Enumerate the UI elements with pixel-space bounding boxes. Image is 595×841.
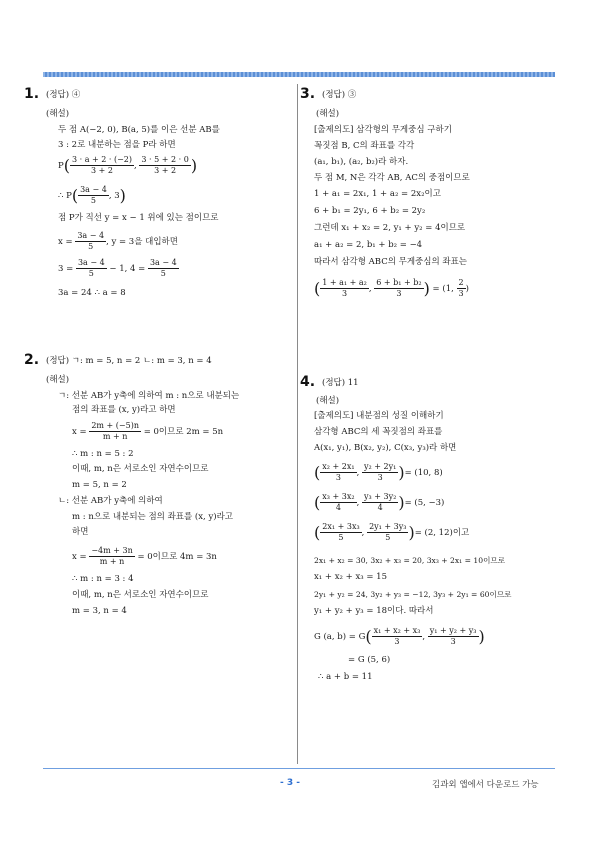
fraction: $\frac{\text{x₃ + 3x₂}}{4}$: [322, 492, 355, 512]
top-color-bar: [43, 72, 555, 77]
answer-label: (정답) ㄱ: m = 5, n = 2 ㄴ: m = 3, n = 4: [46, 356, 212, 366]
text-line: (a₁, b₁), (a₂, b₂)라 하자.: [314, 157, 409, 167]
text-line: 6 + b₁ = 2y₁, 6 + b₂ = 2y₂: [314, 206, 426, 216]
fraction: $\frac{-4m + 3n}{m + n}$: [91, 546, 133, 566]
text-line: 두 점 M, N은 각각 AB, AC의 중점이므로: [314, 173, 470, 183]
text-line: 1 + a₁ = 2x₁, 1 + a₂ = 2x₂이고: [314, 189, 441, 199]
text-line: 삼각형 ABC의 세 꼭짓점의 좌표를: [314, 427, 443, 437]
fraction: $\frac{3 \cdot a + 2 \cdot (-2)}{3 + 2}$: [71, 155, 133, 175]
math-line: x = $\frac{3a - 4}{5}$ , y = 3을 대입하면: [58, 231, 178, 251]
bottom-rule: [43, 768, 555, 769]
text-line: m = 3, n = 4: [72, 606, 127, 616]
fraction: $\frac{3a - 4}{5}$: [77, 258, 105, 278]
text-line: 2x₁ + x₂ = 30, 3x₂ + x₃ = 20, 3x₃ + 2x₁ = 10이므로: [314, 556, 506, 565]
text-line: m = 5, n = 2: [72, 480, 127, 490]
solution-label: (해설): [46, 375, 70, 385]
text-line: ∴ a + b = 11: [318, 672, 373, 682]
math-line: P( $\frac{3 \cdot a + 2 \cdot (-2)}{3 + 2}$ , $\frac{3 \cdot 5 + 2 \cdot 0}{3 + 2}$ ): [58, 155, 198, 175]
solution-label: (해설): [316, 109, 340, 119]
fraction: $\frac{\text{x₁ + x₂ + x₃}}{3}$: [373, 626, 421, 646]
text-line: a₁ + a₂ = 2, b₁ + b₂ = −4: [314, 240, 423, 250]
fraction: $\frac{2m + (-5)n}{m + n}$: [91, 421, 139, 441]
math-line: G (a, b) = G( $\frac{\text{x₁ + x₂ + x₃}}{3}$ , $\frac{\text{y₁ + y₂ + y₃}}{3}$ ): [314, 626, 485, 646]
text-line: [출제의도] 내분점의 성질 이해하기: [314, 411, 444, 421]
text-line: m : n으로 내분되는 점의 좌표를 (x, y)라고: [72, 512, 233, 522]
text-line: A(x₁, y₁), B(x₂, y₂), C(x₃, y₃)라 하면: [314, 443, 457, 453]
text-line: 점의 좌표를 (x, y)라고 하면: [72, 405, 176, 415]
fraction: $\frac{\text{6 + b₁ + b₂}}{3}$: [376, 278, 422, 298]
text-line: [출제의도] 삼각형의 무게중심 구하기: [314, 125, 452, 135]
fraction: $\frac{\text{2x₁ + 3x₃}}{5}$: [322, 522, 360, 542]
math-line: x = $\frac{2m + (-5)n}{m + n}$ = 0이므로 2m = 5n: [72, 421, 224, 441]
fraction: $\frac{3a - 4}{5}$: [149, 258, 177, 278]
fraction: $\frac{\text{y₃ + 3y₂}}{4}$: [363, 492, 397, 512]
text-line: x₁ + x₂ + x₃ = 15: [314, 572, 387, 582]
footer-credit: 김과외 앱에서 다운로드 가능: [432, 780, 539, 790]
math-line: ∴ P( $\frac{3a - 4}{5}$ , 3): [58, 185, 126, 205]
text-line: 두 점 A(−2, 0), B(a, 5)를 이은 선분 AB를: [58, 125, 220, 135]
page-number: - 3 -: [280, 778, 300, 788]
text-line: ㄴ: 선분 AB가 y축에 의하여: [58, 496, 163, 506]
text-line: 이때, m, n은 서로소인 자연수이므로: [72, 464, 209, 474]
text-line: 3a = 24 ∴ a = 8: [58, 288, 126, 298]
fraction: $\frac{\text{1 + a₁ + a₂}}{3}$: [322, 278, 367, 298]
text-line: ㄱ: 선분 AB가 y축에 의하여 m : n으로 내분되는: [58, 391, 240, 401]
solution-label: (해설): [316, 396, 340, 406]
math-line: x = $\frac{-4m + 3n}{m + n}$ = 0이므로 4m = 3n: [72, 546, 217, 566]
problem-number: 3.: [300, 86, 316, 102]
text-line: ∴ m : n = 5 : 2: [72, 449, 134, 459]
answer-label: (정답) 11: [322, 378, 359, 388]
text-line: 하면: [72, 527, 89, 537]
math-line: ( $\frac{\text{x₃ + 3x₂}}{4}$ , $\frac{\text{y₃ + 3y₂}}{4}$ )= (5, −3): [314, 492, 445, 512]
answer-label: (정답) ④: [46, 90, 81, 100]
problem-number: 2.: [24, 352, 40, 368]
column-divider: [297, 84, 298, 764]
math-line: ( $\frac{\text{x₂ + 2x₁}}{3}$ , $\frac{\text{y₂ + 2y₁}}{3}$ )= (10, 8): [314, 462, 443, 482]
text-line: = G (5, 6): [348, 655, 391, 665]
solution-label: (해설): [46, 109, 70, 119]
math-line: 3 = $\frac{3a - 4}{5}$ − 1, 4 = $\frac{3a - 4}{5}$: [58, 258, 177, 278]
text-line: y₁ + y₂ + y₃ = 18이다. 따라서: [314, 606, 434, 616]
text-line: 그런데 x₁ + x₂ = 2, y₁ + y₂ = 4이므로: [314, 223, 466, 233]
text-line: ∴ m : n = 3 : 4: [72, 574, 134, 584]
fraction: $\frac{2}{3}$: [458, 278, 464, 298]
math-line: ( $\frac{\text{1 + a₁ + a₂}}{3}$ , $\frac{\text{6 + b₁ + b₂}}{3}$ ) = (1, $\frac{2}{3}$ ): [314, 278, 469, 298]
fraction: $\frac{3 \cdot 5 + 2 \cdot 0}{3 + 2}$: [141, 155, 189, 175]
text-line: 이때, m, n은 서로소인 자연수이므로: [72, 590, 209, 600]
fraction: $\frac{\text{2y₁ + 3y₃}}{5}$: [369, 522, 407, 542]
text-line: 따라서 삼각형 ABC의 무게중심의 좌표는: [314, 257, 468, 267]
text-line: 점 P가 직선 y = x − 1 위에 있는 점이므로: [58, 213, 219, 223]
problem-number: 4.: [300, 374, 316, 390]
text-line: 꼭짓점 B, C의 좌표를 각각: [314, 141, 415, 151]
fraction: $\frac{\text{x₂ + 2x₁}}{3}$: [322, 462, 355, 482]
text-line: 3 : 2로 내분하는 점을 P라 하면: [58, 140, 176, 150]
fraction: $\frac{\text{y₁ + y₂ + y₃}}{3}$: [429, 626, 477, 646]
answer-label: (정답) ③: [322, 90, 357, 100]
fraction: $\frac{3a - 4}{5}$: [80, 185, 107, 205]
math-line: ( $\frac{\text{2x₁ + 3x₃}}{5}$ , $\frac{\text{2y₁ + 3y₃}}{5}$ )= (2, 12)이고: [314, 522, 470, 542]
text-line: 2y₁ + y₂ = 24, 3y₂ + y₃ = −12, 3y₃ + 2y₁ = 60이므로: [314, 590, 512, 599]
problem-number: 1.: [24, 86, 40, 102]
fraction: $\frac{\text{y₂ + 2y₁}}{3}$: [363, 462, 397, 482]
fraction: $\frac{3a - 4}{5}$: [77, 231, 105, 251]
